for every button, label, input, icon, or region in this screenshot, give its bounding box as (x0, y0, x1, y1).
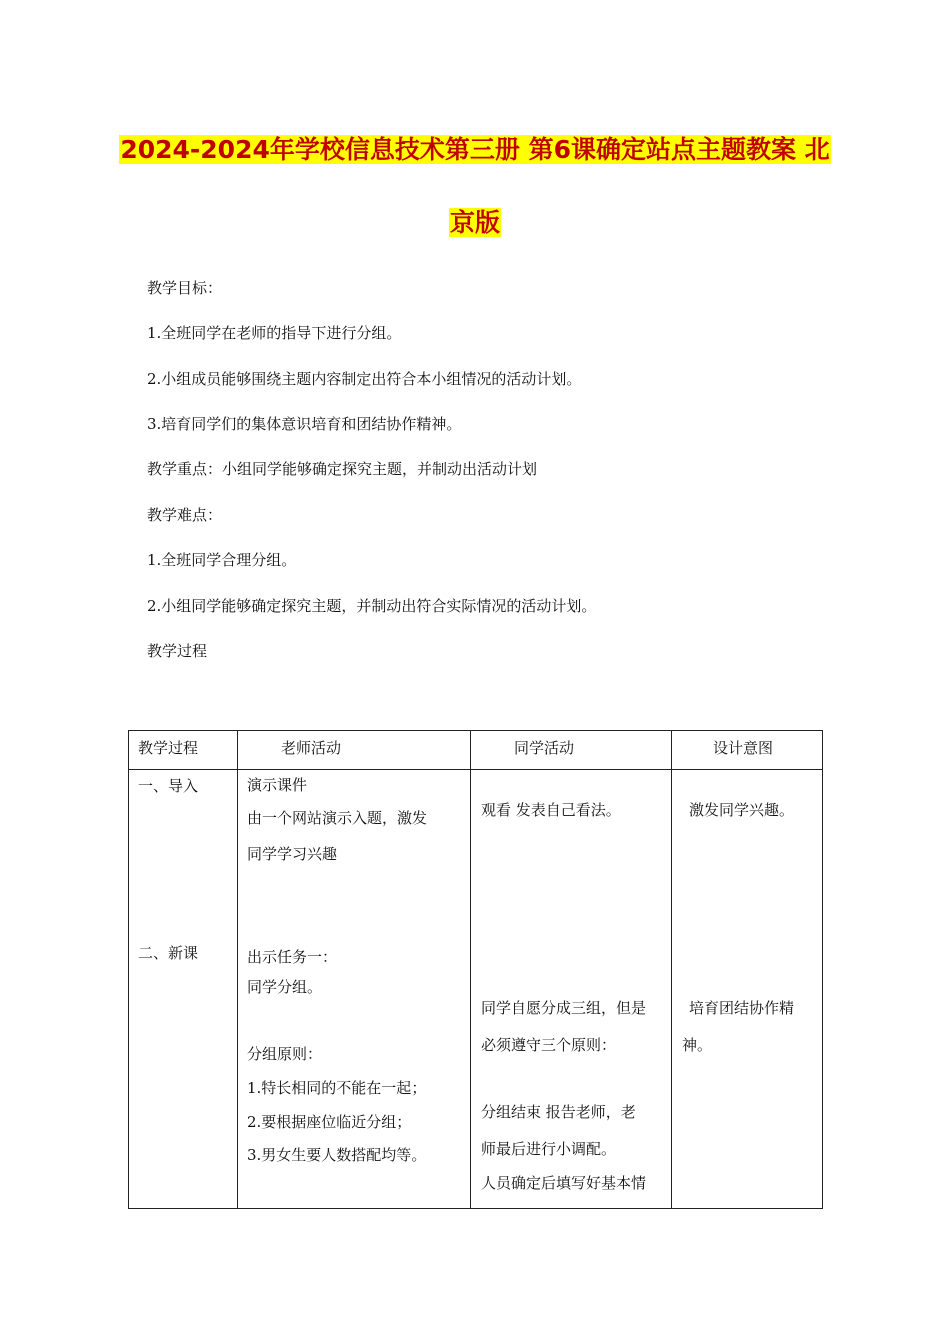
student-line-6: 人员确定后填写好基本情 (481, 1174, 647, 1192)
stage-intro: 一、导入 (138, 777, 199, 795)
document-title-line-1 (0, 133, 950, 167)
intent-line-2: 培育团结协作精 (689, 999, 795, 1017)
teacher-line-5: 同学分组。 (247, 978, 323, 996)
student-line-2: 同学自愿分成三组，但是 (481, 999, 647, 1017)
document-title-line-2 (0, 206, 950, 240)
student-activity-cell (471, 770, 672, 1209)
teacher-line-3: 同学学习兴趣 (247, 845, 338, 863)
process-heading: 教学过程 (147, 642, 208, 660)
teacher-line-7: 1.特长相同的不能在一起； (247, 1079, 427, 1097)
header-student-activity: 同学活动 (514, 739, 575, 757)
difficulty-item-1: 1.全班同学合理分组。 (147, 551, 297, 569)
difficulty-item-2: 2.小组同学能够确定探究主题，并制动出符合实际情况的活动计划。 (147, 597, 597, 615)
objective-item-1: 1.全班同学在老师的指导下进行分组。 (147, 324, 402, 342)
lesson-process-table (128, 730, 823, 1209)
teacher-line-4: 出示任务一： (247, 948, 338, 966)
stage-cell (129, 770, 238, 1209)
teacher-line-6: 分组原则： (247, 1045, 323, 1063)
header-cell-teacher (238, 731, 471, 770)
student-line-1: 观看 发表自己看法。 (481, 801, 621, 819)
title-text-1: 2024-2024年学校信息技术第三册 第6课确定站点主题教案 北 (120, 135, 830, 164)
objective-item-2: 2.小组成员能够围绕主题内容制定出符合本小组情况的活动计划。 (147, 370, 582, 388)
intent-line-1: 激发同学兴趣。 (689, 801, 795, 819)
header-cell-student (471, 731, 672, 770)
teacher-line-2: 由一个网站演示入题，激发 (247, 809, 428, 827)
design-intent-cell (672, 770, 823, 1209)
intent-line-3: 神。 (682, 1036, 713, 1054)
stage-new-lesson: 二、新课 (138, 944, 199, 962)
teacher-line-1: 演示课件 (247, 776, 308, 794)
title-text-2: 京版 (449, 208, 500, 237)
header-teacher-activity: 老师活动 (281, 739, 342, 757)
header-process: 教学过程 (138, 739, 199, 757)
teacher-line-8: 2.要根据座位临近分组； (247, 1113, 412, 1131)
teacher-line-9: 3.男女生要人数搭配均等。 (247, 1146, 427, 1164)
objectives-heading: 教学目标： (147, 279, 223, 297)
student-line-3: 必须遵守三个原则： (481, 1036, 617, 1054)
teacher-activity-cell (238, 770, 471, 1209)
header-cell-intent (672, 731, 823, 770)
table-header-row (129, 731, 823, 770)
objective-item-3: 3.培育同学们的集体意识培育和团结协作精神。 (147, 415, 462, 433)
header-cell-process (129, 731, 238, 770)
difficulties-heading: 教学难点： (147, 506, 223, 524)
table-row (129, 770, 823, 1209)
key-points: 教学重点：小组同学能够确定探究主题，并制动出活动计划 (147, 460, 538, 478)
student-line-5: 师最后进行小调配。 (481, 1140, 617, 1158)
student-line-4: 分组结束 报告老师，老 (481, 1103, 636, 1121)
header-design-intent: 设计意图 (713, 739, 774, 757)
